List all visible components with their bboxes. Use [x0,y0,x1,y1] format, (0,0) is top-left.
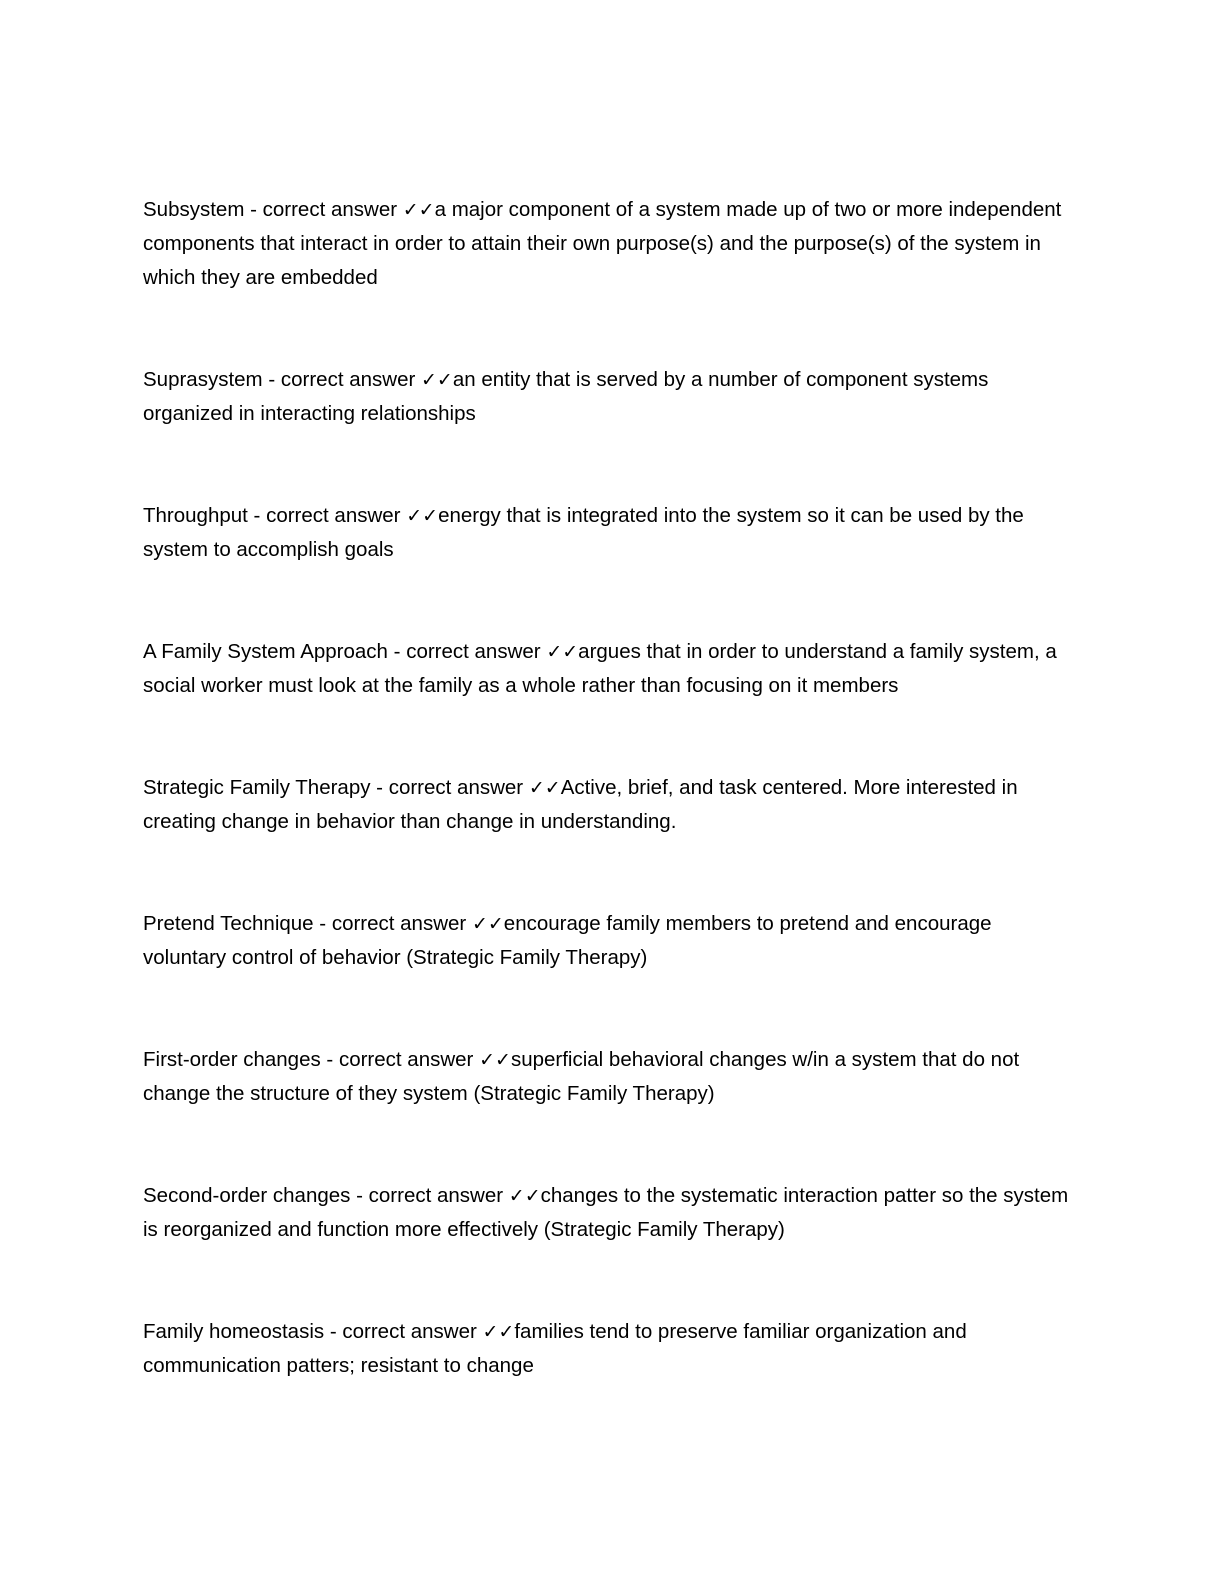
flashcard-entry [143,1179,1073,1247]
entry-term: Second-order changes [143,1184,351,1207]
entry-definition: encourage family members to pretend and encourage voluntary control of behavior (Strategic Family Therapy) [143,912,992,969]
entry-answer-prefix: correct answer [388,776,529,799]
double-check-icon: ✓✓ [479,1049,511,1071]
double-check-icon: ✓✓ [406,505,439,527]
entry-separator: - [247,504,267,527]
entry-separator: - [244,198,263,221]
flashcard-entry [143,635,1073,703]
entry-term: Subsystem [143,198,245,221]
double-check-icon: ✓✓ [482,1321,515,1343]
double-check-icon: ✓✓ [421,369,453,391]
double-check-icon: ✓✓ [508,1185,541,1207]
entry-definition: families tend to preserve familiar organization and communication patters; resistant to change [143,1320,967,1377]
entry-definition: Active, brief, and task centered. More interested in creating change in behavior than change in understanding. [143,776,1018,833]
flashcard-entry [143,499,1073,567]
entry-separator: - [320,1048,339,1071]
entry-separator: - [262,368,281,391]
entry-term: Suprasystem [143,368,263,391]
double-check-icon: ✓✓ [471,913,504,935]
entry-term: First-order changes [143,1048,321,1071]
entry-separator: - [313,912,332,935]
flashcard-entry [143,907,1073,975]
entry-term: Throughput [143,504,248,527]
flashcard-entry [143,363,1073,431]
double-check-icon: ✓✓ [546,641,579,663]
entry-answer-prefix: correct answer [262,198,403,221]
entry-definition: a major component of a system made up of two or more independent components that interact in order to attain their own purpose(s) and the purpose(s) of the system in which they are embedded [143,198,1062,289]
flashcard-list [143,193,1073,1451]
entry-answer-prefix: correct answer [342,1320,483,1343]
entry-definition: energy that is integrated into the system so it can be used by the system to accomplish goals [143,504,1024,561]
entry-term: A Family System Approach [143,640,388,663]
entry-term: Pretend Technique [143,912,314,935]
flashcard-entry [143,193,1073,295]
entry-separator: - [387,640,407,663]
entry-term: Strategic Family Therapy [143,776,371,799]
entry-definition: changes to the systematic interaction patter so the system is reorganized and function more effectively (Strategic Family Therapy) [143,1184,1069,1241]
entry-separator: - [370,776,389,799]
entry-answer-prefix: correct answer [331,912,472,935]
entry-separator: - [324,1320,343,1343]
entry-answer-prefix: correct answer [338,1048,480,1071]
entry-term: Family homeostasis [143,1320,325,1343]
entry-definition: superficial behavioral changes w/in a system that do not change the structure of they system (Strategic Family Therapy) [143,1048,1020,1105]
entry-answer-prefix: correct answer [406,640,547,663]
entry-answer-prefix: correct answer [368,1184,509,1207]
flashcard-entry [143,1315,1073,1383]
entry-answer-prefix: correct answer [266,504,407,527]
double-check-icon: ✓✓ [528,777,561,799]
flashcard-entry [143,771,1073,839]
entry-answer-prefix: correct answer [280,368,421,391]
entry-definition: an entity that is served by a number of component systems organized in interacting relationships [143,368,989,425]
entry-definition: argues that in order to understand a family system, a social worker must look at the family as a whole rather than focusing on it members [143,640,1057,697]
entry-separator: - [350,1184,369,1207]
flashcard-entry [143,1043,1073,1111]
double-check-icon: ✓✓ [402,199,435,221]
